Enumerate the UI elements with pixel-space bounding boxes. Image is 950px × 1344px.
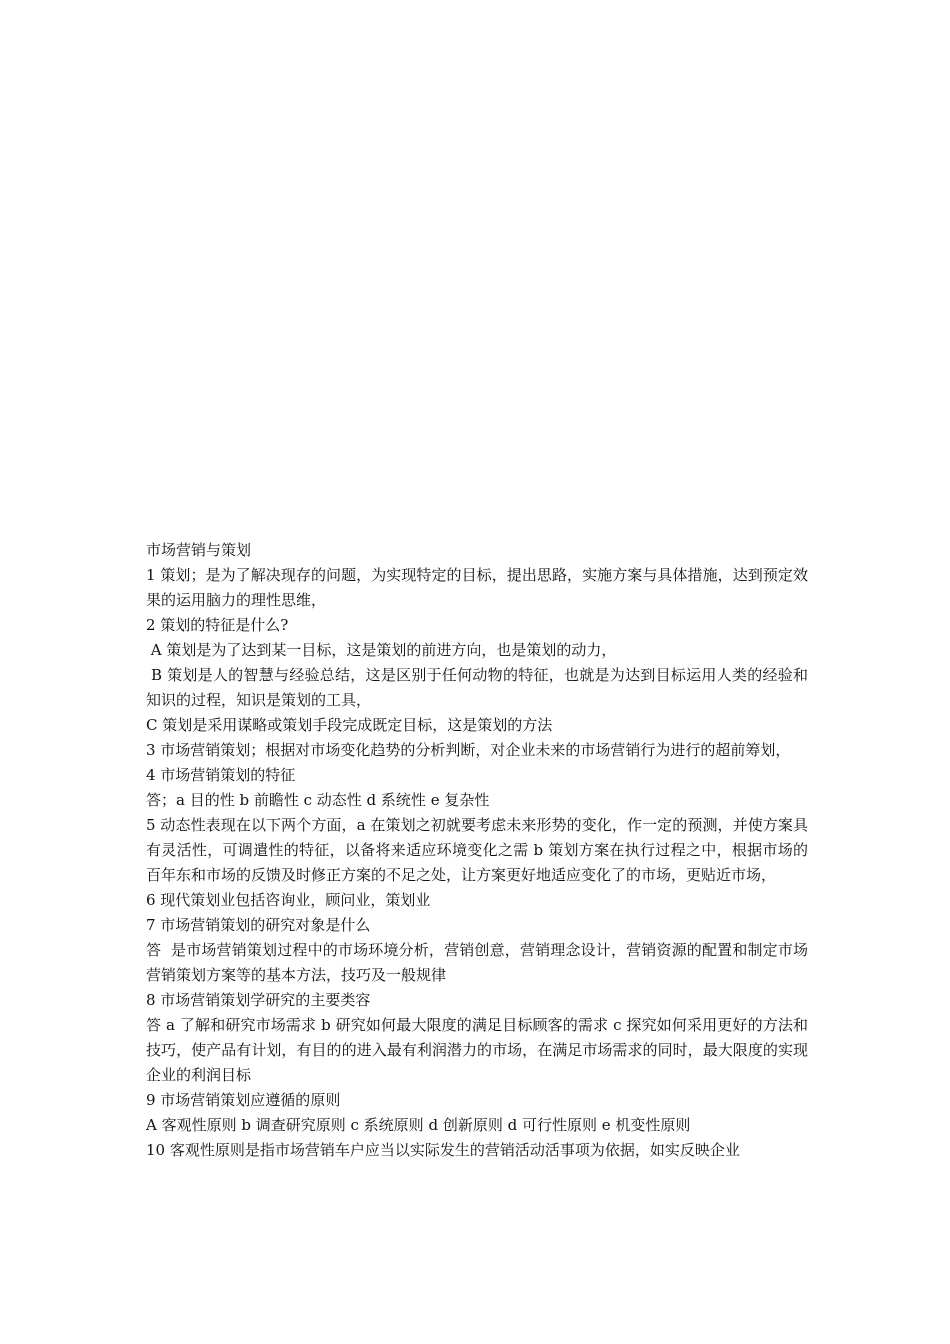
paragraph-16: A 客观性原则 b 调查研究原则 c 系统原则 d 创新原则 d 可行性原则 e 机变性原则 [146,1116,691,1134]
paragraph-17: 10 客观性原则是指市场营销车户应当以实际发生的营销活动活事项为依据，如实反映企业 [146,1141,740,1159]
paragraph-9: 5 动态性表现在以下两个方面，a 在策划之初就要考虑未来形势的变化，作一定的预测，并使方案具有灵活性，可调遣性的特征，以备将来适应环境变化之需 b 策划方案在执行过程之中，根据市场的百年东和市场的反馈及时修正方案的不足之处，让方案更好地适应变化了的市场，更贴近市场， [146,816,808,884]
paragraph-4: B 策划是人的智慧与经验总结，这是区别于任何动物的特征，也就是为达到目标运用人类的经验和知识的过程，知识是策划的工具， [146,666,808,709]
paragraph-6: 3 市场营销策划；根据对市场变化趋势的分析判断，对企业未来的市场营销行为进行的超前筹划， [146,741,791,759]
paragraph-2: 2 策划的特征是什么? [146,616,289,634]
paragraph-10: 6 现代策划业包括咨询业，顾问业，策划业 [146,891,431,909]
document-body [146,538,808,1163]
document-title: 市场营销与策划 [146,541,252,559]
paragraph-8: 答；a 目的性 b 前瞻性 c 动态性 d 系统性 e 复杂性 [146,791,490,809]
paragraph-14: 答 a 了解和研究市场需求 b 研究如何最大限度的满足目标顾客的需求 c 探究如何采用更好的方法和技巧，使产品有计划，有目的的进入最有利润潜力的市场，在满足市场需求的同时，最大限度的实现企业的利润目标 [146,1016,808,1084]
paragraph-12: 答 是市场营销策划过程中的市场环境分析，营销创意，营销理念设计，营销资源的配置和制定市场营销策划方案等的基本方法，技巧及一般规律 [146,941,808,984]
paragraph-13: 8 市场营销策划学研究的主要类容 [146,991,371,1009]
paragraph-1: 1 策划；是为了解决现存的问题，为实现特定的目标，提出思路，实施方案与具体措施，达到预定效果的运用脑力的理性思维， [146,566,808,609]
paragraph-3: A 策划是为了达到某一目标，这是策划的前进方向，也是策划的动力， [146,641,617,659]
paragraph-15: 9 市场营销策划应遵循的原则 [146,1091,341,1109]
paragraph-7: 4 市场营销策划的特征 [146,766,296,784]
paragraph-5: C 策划是采用谋略或策划手段完成既定目标，这是策划的方法 [146,716,553,734]
paragraph-11: 7 市场营销策划的研究对象是什么 [146,916,371,934]
